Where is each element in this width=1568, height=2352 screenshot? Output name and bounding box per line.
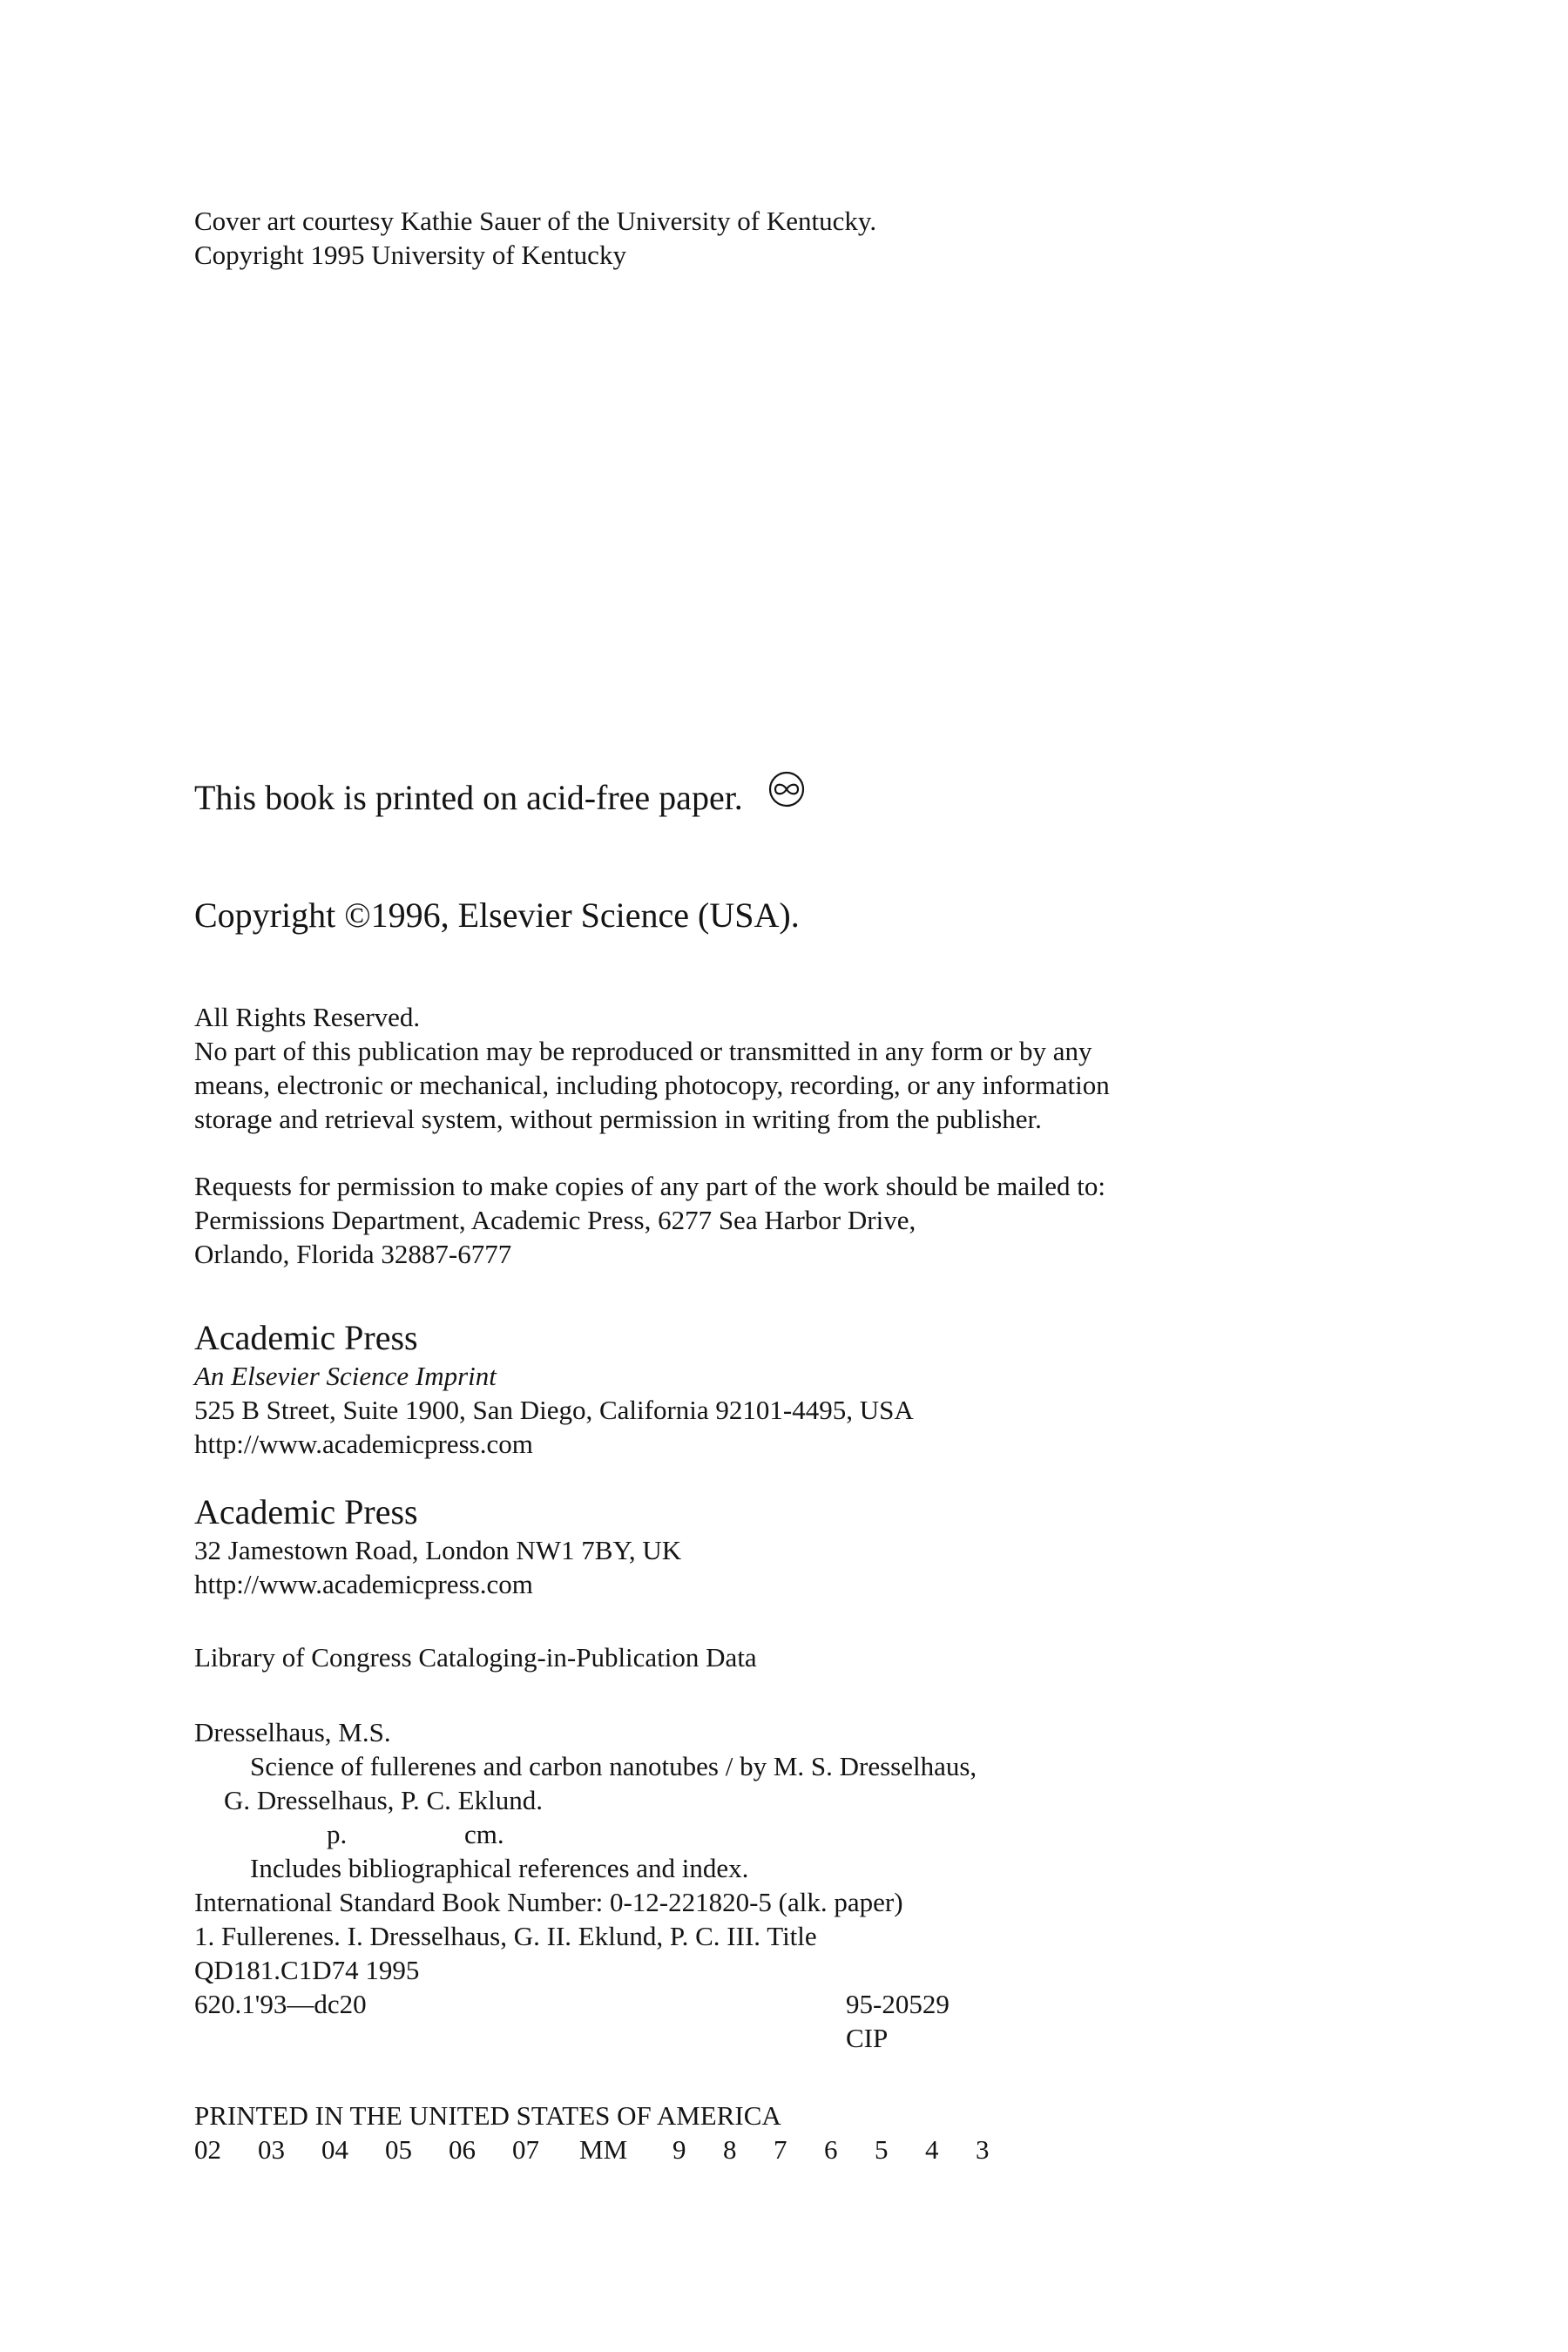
printed-country: PRINTED IN THE UNITED STATES OF AMERICA: [194, 2100, 781, 2131]
print-line-number: 5: [875, 2134, 889, 2165]
print-line-number: 6: [824, 2134, 838, 2165]
publisher-name: Academic Press: [194, 1318, 418, 1357]
print-line-number: 04: [321, 2134, 348, 2165]
print-line-number: 9: [672, 2134, 686, 2165]
cip-collation: [194, 1817, 1327, 1851]
cip-heading: [194, 1640, 1327, 1674]
cover-copyright-line: Copyright 1995 University of Kentucky: [194, 240, 626, 270]
cip-lccn: 95-20529: [846, 1989, 950, 2019]
publisher-name: Academic Press: [194, 1492, 418, 1531]
cip-subjects: 1. Fullerenes. I. Dresselhaus, G. II. Eklund, P. C. III. Title: [194, 1921, 817, 1951]
cip-dewey-row: [194, 1987, 1327, 2021]
print-line-number: 7: [774, 2134, 787, 2165]
rights-line: storage and retrieval system, without permission in writing from the publisher.: [194, 1104, 1042, 1134]
cover-credit: [194, 204, 1327, 272]
cip-author: Dresselhaus, M.S.: [194, 1717, 391, 1747]
acid-free-text: This book is printed on acid-free paper.: [194, 778, 743, 817]
cip-dewey: 620.1'93—dc20: [194, 1989, 367, 2019]
publisher-url: http://www.academicpress.com: [194, 1429, 533, 1459]
permissions-line: Orlando, Florida 32887-6777: [194, 1239, 512, 1269]
printing-info: [194, 2099, 1327, 2166]
cip-isbn: International Standard Book Number: 0-12-221820-5 (alk. paper): [194, 1887, 903, 1917]
print-line-number: 4: [925, 2134, 939, 2165]
permissions-line: Permissions Department, Academic Press, 6277 Sea Harbor Drive,: [194, 1205, 916, 1235]
print-line-number: 06: [449, 2134, 476, 2165]
cip-work-authors: G. Dresselhaus, P. C. Eklund.: [224, 1785, 543, 1815]
publisher-address: 525 B Street, Suite 1900, San Diego, California 92101-4495, USA: [194, 1395, 914, 1425]
publisher-url: http://www.academicpress.com: [194, 1569, 533, 1599]
permissions-line: Requests for permission to make copies of any part of the work should be mailed to:: [194, 1171, 1106, 1201]
cip-bibliography: Includes bibliographical references and index.: [250, 1853, 749, 1883]
cip-work-title: Science of fullerenes and carbon nanotubes / by M. S. Dresselhaus,: [250, 1751, 977, 1781]
publisher-imprint: An Elsevier Science Imprint: [194, 1361, 497, 1391]
cip-lc-class: QD181.C1D74 1995: [194, 1955, 420, 1985]
rights-reserved: [194, 1000, 1327, 1136]
cip-size: cm.: [464, 1819, 504, 1849]
cip-pages: p.: [327, 1819, 348, 1849]
copyright-line: Copyright ©1996, Elsevier Science (USA).: [194, 896, 800, 935]
cip-mark: CIP: [846, 2023, 889, 2053]
rights-line: All Rights Reserved.: [194, 1002, 421, 1032]
print-line-number: 07: [512, 2134, 539, 2165]
cip-record: [194, 1715, 1327, 2055]
rights-line: means, electronic or mechanical, including photocopy, recording, or any information: [194, 1070, 1110, 1100]
cover-credit-line: Cover art courtesy Kathie Sauer of the University of Kentucky.: [194, 206, 877, 236]
print-line-number: MM: [579, 2134, 628, 2165]
print-line-number: 03: [258, 2134, 285, 2165]
publisher-address: 32 Jamestown Road, London NW1 7BY, UK: [194, 1535, 682, 1565]
print-line: [194, 2132, 1327, 2166]
print-line-number: 02: [194, 2134, 221, 2165]
acid-free-notice: [194, 777, 1327, 819]
publisher-uk: [194, 1491, 1327, 1601]
rights-line: No part of this publication may be reproduced or transmitted in any form or by any: [194, 1036, 1092, 1066]
print-line-number: 05: [385, 2134, 412, 2165]
print-line-number: 8: [723, 2134, 737, 2165]
copyright-notice: [194, 895, 1327, 936]
cip-title: Library of Congress Cataloging-in-Publication Data: [194, 1642, 757, 1673]
permissions-request: [194, 1169, 1327, 1271]
print-line-number: 3: [976, 2134, 990, 2165]
infinity-in-circle-icon: [767, 770, 806, 808]
publisher-us: [194, 1317, 1327, 1461]
